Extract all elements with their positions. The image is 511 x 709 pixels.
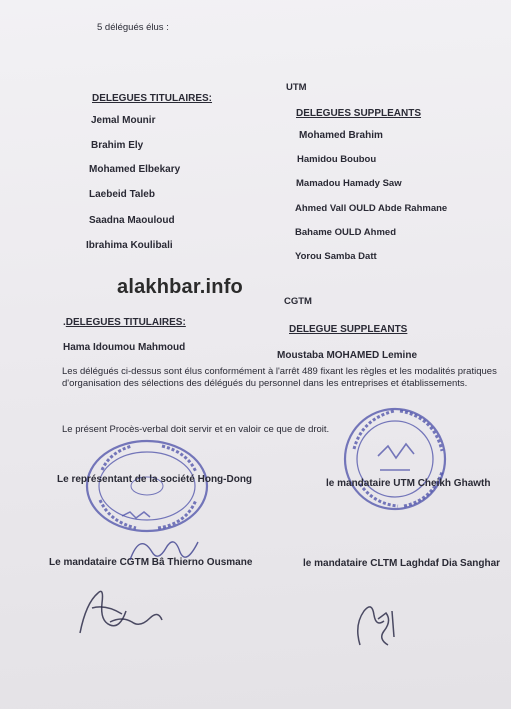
cgtm-titulaire: Hama Idoumou Mahmoud	[63, 342, 186, 353]
utm-suppleant-1: Mohamed Brahim	[299, 130, 383, 141]
utm-suppleant-5: Bahame OULD Ahmed	[295, 227, 396, 238]
cgtm-suppleant-heading: DELEGUE SUPPLEANTS	[289, 324, 408, 335]
union-stamp-icon	[340, 404, 450, 514]
utm-titulaire-2: Brahim Ely	[91, 140, 144, 151]
company-rep-label: Le représentant de la société Hong-Dong	[57, 474, 253, 485]
cgtm-suppleant: Moustaba MOHAMED Lemine	[277, 350, 418, 361]
cgtm-rep-label: Le mandataire CGTM Bâ Thierno Ousmane	[49, 557, 253, 568]
cgtm-titulaires-heading-text: DELEGUES TITULAIRES:	[65, 317, 186, 328]
closing-paragraph: Le présent Procès-verbal doit servir et en valoir ce que de droit.	[62, 424, 330, 435]
utm-titulaire-6: Ibrahima Koulibali	[86, 240, 173, 251]
company-signature-icon	[120, 520, 210, 580]
utm-titulaire-1: Jemal Mounir	[91, 115, 156, 126]
elected-count: 5 délégués élus :	[97, 22, 169, 33]
site-watermark: alakhbar.info	[117, 276, 243, 298]
cgtm-titulaires-heading: .DELEGUES TITULAIRES:	[63, 317, 186, 328]
utm-titulaire-4: Laebeid Taleb	[89, 189, 155, 200]
utm-suppleant-3: Mamadou Hamady Saw	[296, 178, 402, 189]
utm-titulaire-3: Mohamed Elbekary	[89, 164, 181, 175]
legal-paragraph: Les délégués ci-dessus sont élus conformément à l'arrêt 489 fixant les règles et les modalités pratiques d'organisation des sélections des délégués du personnel dans les entreprises et établissements.	[62, 366, 497, 389]
utm-suppleant-4: Ahmed Vall OULD Abde Rahmane	[295, 203, 448, 214]
utm-suppleant-2: Hamidou Boubou	[297, 154, 377, 165]
cltm-rep-label: le mandataire CLTM Laghdaf Dia Sanghar	[303, 558, 501, 569]
utm-titulaire-5: Saadna Maouloud	[89, 215, 175, 226]
utm-rep-label: le mandataire UTM Cheikh Ghawth	[326, 478, 491, 489]
utm-suppleants-heading: DELEGUES SUPPLEANTS	[296, 108, 422, 119]
utm-titulaires-heading: DELEGUES TITULAIRES:	[92, 93, 213, 104]
utm-union-label: UTM	[286, 82, 307, 93]
utm-suppleant-6: Yorou Samba Datt	[295, 251, 377, 262]
cltm-signature-icon	[342, 585, 412, 655]
cgtm-signature-icon	[70, 578, 180, 648]
cgtm-union-label: CGTM	[284, 296, 312, 307]
